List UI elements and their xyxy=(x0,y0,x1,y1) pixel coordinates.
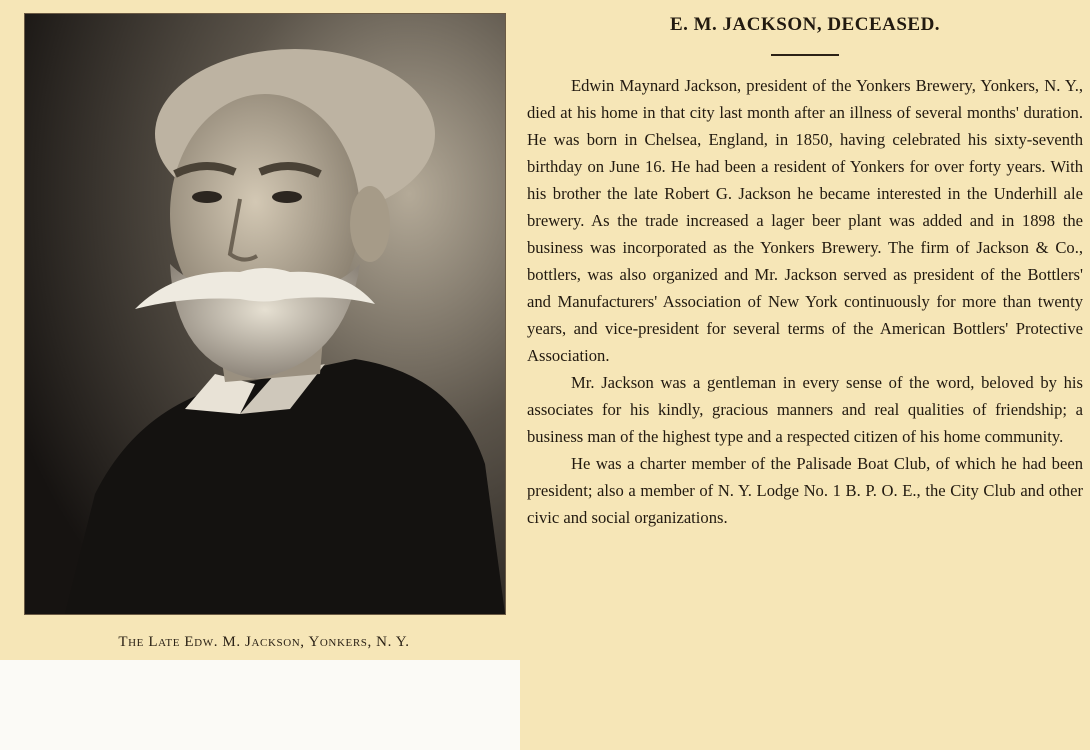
article xyxy=(527,8,1083,531)
photo-caption: The Late Edw. M. Jackson, Yonkers, N. Y. xyxy=(118,634,410,650)
article-paragraph: Mr. Jackson was a gentleman in every sense of the word, beloved by his associates for his kindly, gracious manners and real qualities of friendship; a business man of the highest type and a respected citizen of his home community. xyxy=(527,373,1083,446)
article-headline: E. M. JACKSON, DECEASED. xyxy=(669,14,941,35)
portrait-illustration xyxy=(25,14,505,614)
portrait-photo xyxy=(24,13,506,615)
headline-rule xyxy=(771,54,839,56)
article-paragraph: He was a charter member of the Palisade Boat Club, of which he had been president; also a member of N. Y. Lodge No. 1 B. P. O. E., the City Club and other civic and social organizations. xyxy=(527,454,1083,527)
blank-margin xyxy=(0,660,520,750)
article-paragraph: Edwin Maynard Jackson, president of the Yonkers Brewery, Yonkers, N. Y., died at his home in that city last month after an illness of several months' duration. He was born in Chelsea, England, in 1850, having celebrated his sixty-seventh birthday on June 16. He had been a resident of Yonkers for over forty years. With his brother the late Robert G. Jackson he became interested in the Underhill ale brewery. As the trade increased a lager beer plant was added and in 1898 the business was incorporated as the Yonkers Brewery. The firm of Jackson & Co., bottlers, was also organized and Mr. Jackson served as president of the Bottlers' and Manufacturers' Association of New York continuously for more than twenty years, and vice-president for several terms of the American Bottlers' Protective Association. xyxy=(527,76,1083,365)
